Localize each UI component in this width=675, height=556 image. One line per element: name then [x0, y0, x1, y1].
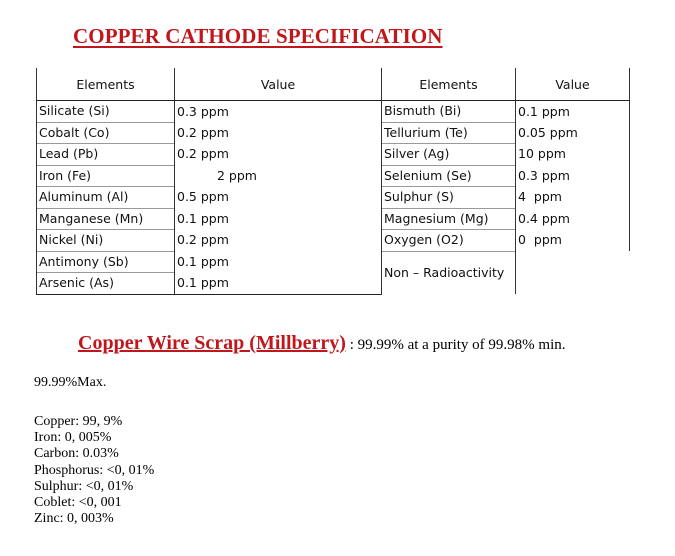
element-cell: Oxygen (O2) [382, 230, 516, 252]
list-item: Carbon: 0.03% [34, 446, 119, 462]
millberry-line [78, 332, 566, 355]
element-cell: Lead (Pb) [37, 144, 175, 166]
header-value-2: Value [516, 68, 630, 101]
value-cell: 0.1 ppm [175, 251, 382, 273]
header-elements-1: Elements [37, 68, 175, 101]
element-cell: Sulphur (S) [382, 187, 516, 209]
list-item: Phosphorus: <0, 01% [34, 462, 155, 478]
value-cell: 10 ppm [516, 144, 630, 166]
list-item: Coblet: <0, 001 [34, 495, 122, 511]
value-cell: 0.4 ppm [516, 208, 630, 230]
table-row [37, 101, 630, 123]
value-cell: 0.05 ppm [516, 122, 630, 144]
element-cell: Iron (Fe) [37, 165, 175, 187]
value-cell: 0.3 ppm [175, 101, 382, 123]
table-row [37, 187, 630, 209]
element-cell: Arsenic (As) [37, 273, 175, 295]
element-cell: Aluminum (Al) [37, 187, 175, 209]
element-cell: Silicate (Si) [37, 101, 175, 123]
cathode-spec-table [36, 68, 630, 295]
value-cell: 0.5 ppm [175, 187, 382, 209]
value-cell: 0.2 ppm [175, 230, 382, 252]
table-header-row [37, 68, 630, 101]
composition-list [34, 414, 154, 527]
element-cell: Silver (Ag) [382, 144, 516, 166]
list-item: Iron: 0, 005% [34, 430, 112, 446]
element-cell: Antimony (Sb) [37, 251, 175, 273]
list-item: Zinc: 0, 003% [34, 511, 114, 527]
table-row [37, 230, 630, 252]
header-value-1: Value [175, 68, 382, 101]
value-cell: 2 ppm [175, 165, 382, 187]
table-row [37, 251, 630, 273]
value-cell: 4 ppm [516, 187, 630, 209]
element-cell: Magnesium (Mg) [382, 208, 516, 230]
element-cell: Selenium (Se) [382, 165, 516, 187]
list-item: Copper: 99, 9% [34, 414, 123, 429]
table-row [37, 208, 630, 230]
value-cell: 0.1 ppm [175, 208, 382, 230]
element-cell: Bismuth (Bi) [382, 101, 516, 123]
value-cell: 0.2 ppm [175, 122, 382, 144]
value-cell: 0.1 ppm [516, 101, 630, 123]
list-item: Sulphur: <0, 01% [34, 478, 134, 494]
table-row [37, 144, 630, 166]
millberry-heading: Copper Wire Scrap (Millberry) [78, 332, 346, 354]
max-purity-text: 99.99%Max. [34, 375, 107, 390]
element-cell: Nickel (Ni) [37, 230, 175, 252]
value-cell: 0 ppm [516, 230, 630, 252]
value-cell: 0.3 ppm [516, 165, 630, 187]
element-cell: Cobalt (Co) [37, 122, 175, 144]
millberry-description: : 99.99% at a purity of 99.98% min. [345, 337, 566, 353]
non-radioactivity-cell: Non – Radioactivity [382, 251, 516, 294]
table-row [37, 122, 630, 144]
value-cell: 0.1 ppm [175, 273, 382, 295]
page-title: COPPER CATHODE SPECIFICATION [73, 24, 443, 48]
element-cell: Manganese (Mn) [37, 208, 175, 230]
element-cell: Tellurium (Te) [382, 122, 516, 144]
value-cell: 0.2 ppm [175, 144, 382, 166]
header-elements-2: Elements [382, 68, 516, 101]
table-row [37, 165, 630, 187]
empty-value-cell [516, 251, 630, 294]
